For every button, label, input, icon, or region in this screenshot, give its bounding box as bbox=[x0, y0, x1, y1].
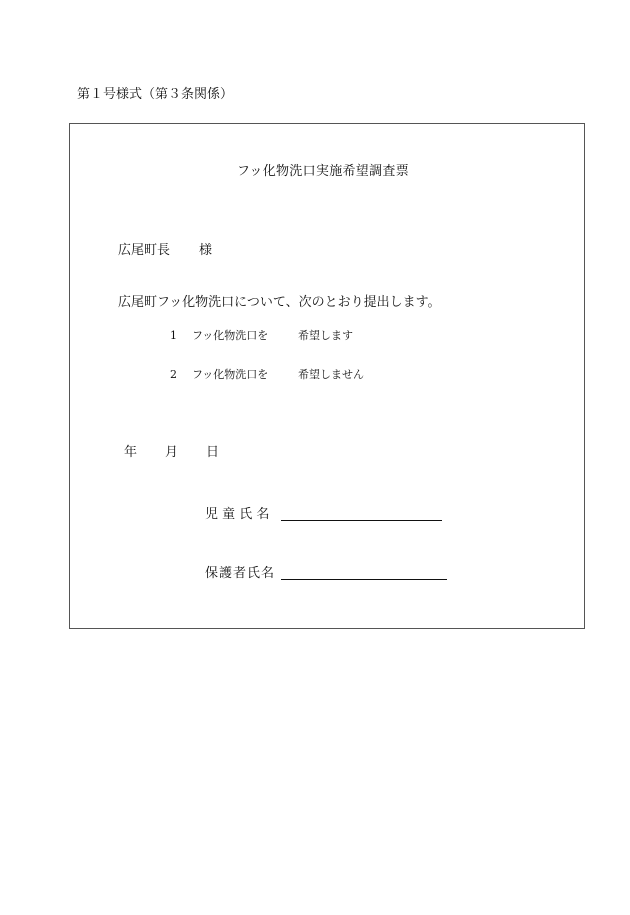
intro-text: 広尾町フッ化物洗口について、次のとおり提出します。 bbox=[118, 295, 441, 310]
addressee-honorific: 様 bbox=[199, 243, 213, 258]
date-day: 日 bbox=[206, 445, 220, 460]
form-title: フッ化物洗口実施希望調査票 bbox=[237, 164, 409, 179]
guardian-name-label: 保護者氏名 bbox=[205, 566, 276, 581]
option-choice: 希望します bbox=[298, 329, 353, 342]
option-number: 1 bbox=[170, 329, 177, 342]
date-year: 年 bbox=[124, 445, 138, 460]
option-choice: 希望しません bbox=[298, 368, 364, 381]
option-label: フッ化物洗口を bbox=[192, 368, 269, 381]
date-month: 月 bbox=[165, 445, 179, 460]
child-name-line[interactable] bbox=[281, 520, 442, 521]
child-name-label: 児 童 氏 名 bbox=[205, 507, 270, 522]
option-label: フッ化物洗口を bbox=[192, 329, 269, 342]
addressee-name: 広尾町長 bbox=[118, 243, 171, 258]
option-number: 2 bbox=[170, 368, 177, 381]
guardian-name-line[interactable] bbox=[281, 579, 447, 580]
form-number: 第１号様式（第３条関係） bbox=[77, 87, 234, 102]
